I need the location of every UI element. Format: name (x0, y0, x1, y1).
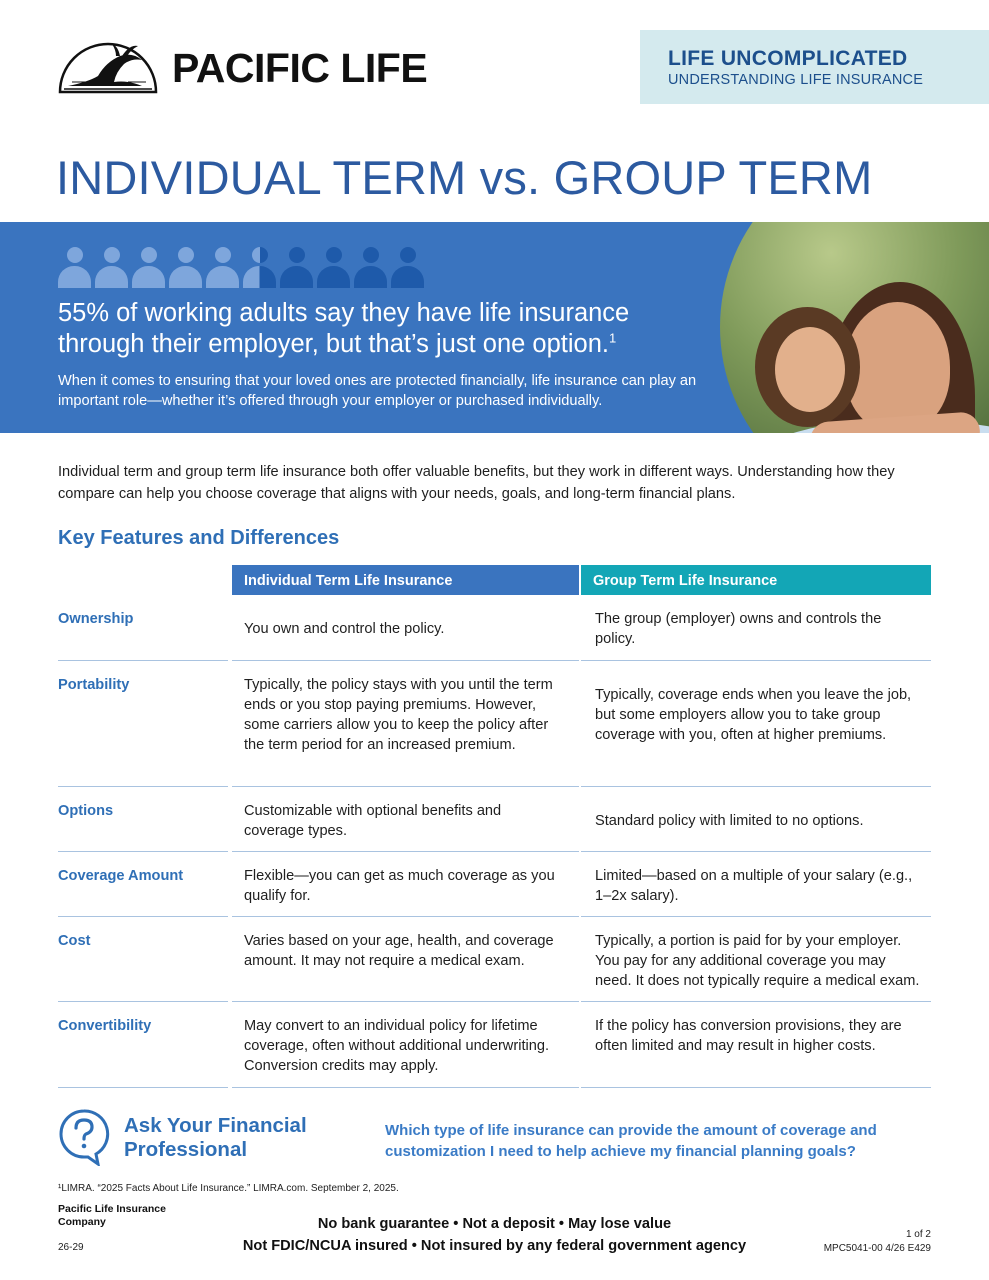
person-icon (95, 246, 128, 288)
group-cell: Typically, a portion is paid for by your employer. You pay for any additional coverage you may need. It does not typically require a medical exam. (595, 933, 920, 989)
form-code: MPC5041-00 4/26 E429 (823, 1243, 931, 1254)
series-title: LIFE UNCOMPLICATED (668, 47, 908, 70)
table-row (58, 661, 931, 787)
header-group: Group Term Life Insurance (581, 565, 931, 595)
individual-cell: Varies based on your age, health, and coverage amount. It may not require a medical exam. (244, 933, 554, 969)
individual-cell: You own and control the policy. (244, 621, 445, 637)
pacific-life-logo (58, 42, 427, 94)
disclaimer-line-1: No bank guarantee • Not a deposit • May lose value (317, 1216, 672, 1232)
whale-logo-icon (58, 42, 158, 94)
individual-cell: Flexible—you can get as much coverage as you qualify for. (244, 868, 555, 904)
individual-cell: Customizable with optional benefits and coverage types. (244, 803, 502, 839)
individual-cell: Typically, the policy stays with you until the term ends or you stop paying premiums. However, some carriers allow you to keep the policy after the term period for an increased premium. (244, 677, 553, 753)
feature-label: Options (58, 803, 114, 819)
page-number: 1 of 2 (905, 1229, 931, 1240)
ask-question: Which type of life insurance can provide the amount of coverage and customization I need to help achieve my financial planning goals? (385, 1122, 877, 1160)
table-row (58, 852, 931, 917)
disclaimer (200, 1213, 789, 1257)
logo-wordmark: PACIFIC LIFE (172, 44, 428, 91)
person-icon (206, 246, 239, 288)
table-header (58, 565, 931, 595)
table-body (58, 595, 931, 1088)
group-cell: The group (employer) owns and controls the policy. (595, 611, 882, 647)
banner-headline: 55% of working adults say they have life insurance through their employer, but that’s just one option.$^1$ (58, 299, 630, 358)
person-icon (354, 246, 387, 288)
feature-label: Convertibility (58, 1018, 152, 1034)
individual-cell: May convert to an individual policy for lifetime coverage, often without additional underwriting. Conversion credits may apply. (244, 1018, 550, 1074)
table-row (58, 787, 931, 852)
person-icon (132, 246, 165, 288)
person-icon (317, 246, 350, 288)
comparison-table (58, 565, 931, 1088)
person-icon (169, 246, 202, 288)
stat-banner (0, 222, 989, 433)
person-icon (391, 246, 424, 288)
group-cell: If the policy has conversion provisions, they are often limited and may result in higher costs. (595, 1018, 902, 1054)
page-info (824, 1228, 931, 1256)
question-bubble-icon (58, 1108, 110, 1171)
person-icon (280, 246, 313, 288)
table-row (58, 917, 931, 1002)
footnote: ¹LIMRA. “2025 Facts About Life Insurance.” LIMRA.com. September 2, 2025. (58, 1183, 399, 1194)
company-name: Pacific Life Insurance Company (58, 1203, 166, 1228)
series-subtitle: UNDERSTANDING LIFE INSURANCE (668, 72, 924, 88)
table-row (58, 595, 931, 661)
person-icon (243, 246, 276, 288)
header-individual: Individual Term Life Insurance (232, 565, 579, 595)
feature-label: Ownership (58, 611, 134, 627)
intro-paragraph: Individual term and group term life insurance both offer valuable benefits, but they work in different ways. Understanding how they compare can help you choose coverage that aligns with your needs, goals, and long-term financial plans. (58, 464, 895, 502)
doc-code: 26-29 (58, 1242, 84, 1253)
section-title: Key Features and Differences (58, 527, 340, 549)
group-cell: Limited—based on a multiple of your salary (e.g., 1–2x salary). (595, 868, 913, 904)
disclaimer-line-2: Not FDIC/NCUA insured • Not insured by any federal government agency (242, 1238, 747, 1254)
feature-label: Portability (58, 677, 130, 693)
person-icon (58, 246, 91, 288)
group-cell: Standard policy with limited to no options. (595, 813, 864, 829)
feature-label: Coverage Amount (58, 868, 184, 884)
ask-title: Ask Your Financial Professional (124, 1114, 307, 1161)
mother-child-photo (720, 222, 989, 433)
group-cell: Typically, coverage ends when you leave the job, but some employers allow you to take group coverage with you, often at higher premiums. (595, 687, 912, 743)
page-title: INDIVIDUAL TERM vs. GROUP TERM (56, 151, 873, 204)
table-row (58, 1002, 931, 1088)
banner-body: When it comes to ensuring that your loved ones are protected financially, life insurance can play an important role—whether it’s offered through your employer or purchased individually. (58, 373, 697, 409)
feature-label: Cost (58, 933, 91, 949)
series-tag (640, 30, 989, 104)
people-icon-row (58, 246, 424, 288)
